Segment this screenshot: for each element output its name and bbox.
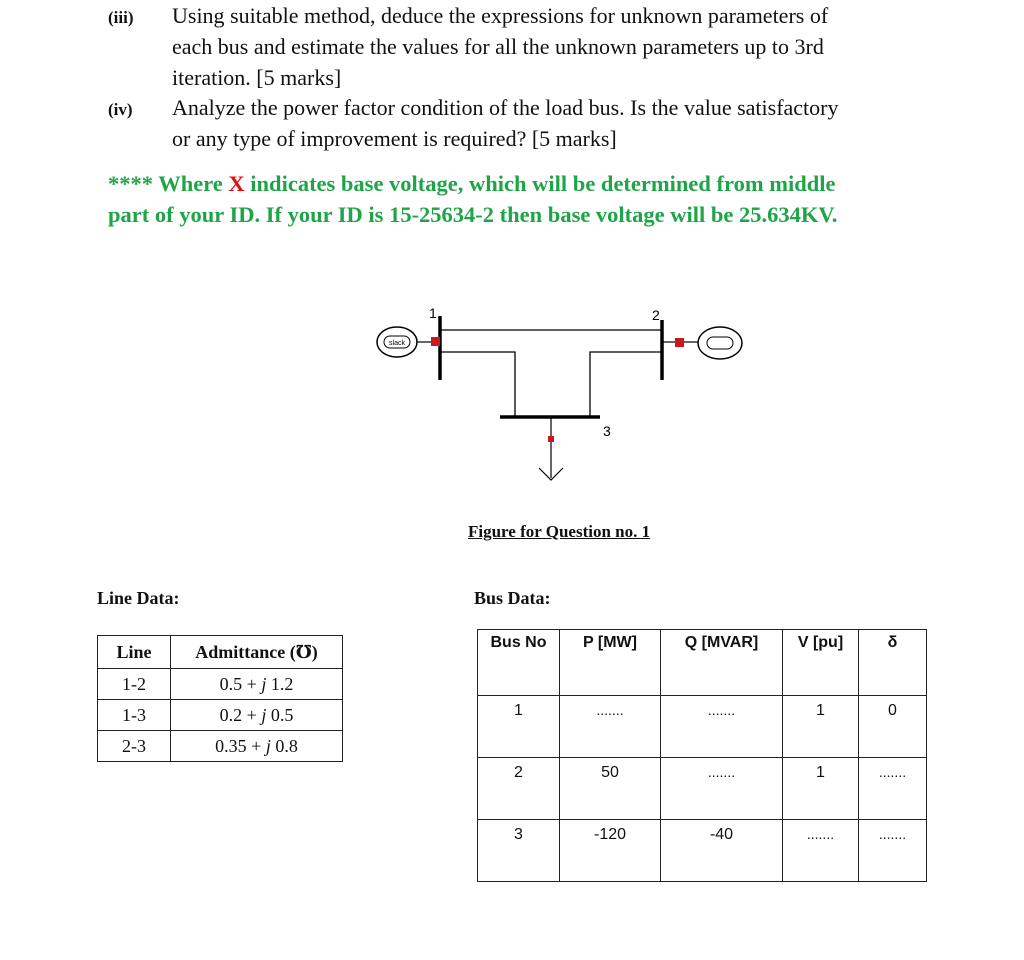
table-row: [98, 731, 343, 762]
bus-no-cell: 2: [478, 758, 560, 820]
admittance-cell: 0.2 + j 0.5: [171, 700, 343, 731]
question-iii-line-3: iteration. [5 marks]: [172, 65, 342, 90]
base-voltage-note: [108, 168, 950, 230]
table-row: [478, 820, 927, 882]
bus-3-label: 3: [603, 423, 611, 439]
q-cell: -40: [661, 820, 783, 882]
bus-3-breaker: [548, 436, 554, 442]
admittance-cell: 0.35 + j 0.8: [171, 731, 343, 762]
line-2-3: [590, 352, 662, 417]
bus-1-breaker: [431, 337, 440, 346]
slack-label: slack: [389, 340, 405, 347]
bus-no-cell: 1: [478, 696, 560, 758]
question-iv-line-2: or any type of improvement is required? [5 marks]: [172, 126, 617, 151]
delta-header: δ: [859, 630, 927, 696]
table-row: [98, 669, 343, 700]
note-prefix: **** Where: [108, 171, 229, 196]
bus-no-header: Bus No: [478, 630, 560, 696]
v-cell: 1: [783, 758, 859, 820]
load-arrow-icon: [539, 417, 563, 480]
note-line-2: part of your ID. If your ID is 15-25634-2 then base voltage will be 25.634KV.: [108, 202, 838, 227]
v-cell: .......: [783, 820, 859, 882]
table-row: [478, 696, 927, 758]
p-cell: -120: [560, 820, 661, 882]
line-cell: 1-2: [98, 669, 171, 700]
delta-cell: .......: [859, 820, 927, 882]
bus-no-cell: 3: [478, 820, 560, 882]
v-header: V [pu]: [783, 630, 859, 696]
p-header: P [MW]: [560, 630, 661, 696]
question-iv-number: (iv): [108, 100, 133, 119]
slack-generator-icon: [377, 327, 440, 357]
note-line-1: [108, 168, 950, 199]
bus-1-label: 1: [429, 305, 437, 321]
v-cell: 1: [783, 696, 859, 758]
question-iii-number: (iii): [108, 8, 134, 27]
line-1-3: [440, 352, 515, 417]
line-data-label: Line Data:: [97, 588, 180, 608]
q-header: Q [MVAR]: [661, 630, 783, 696]
delta-cell: 0: [859, 696, 927, 758]
note-line-1-rest: indicates base voltage, which will be determined from middle: [244, 171, 836, 196]
transmission-lines: [440, 330, 662, 417]
question-iii-text: [172, 0, 950, 93]
line-table-header-row: [98, 636, 343, 669]
table-row: [478, 758, 927, 820]
power-system-diagram: [360, 300, 760, 500]
q-cell: .......: [661, 696, 783, 758]
line-cell: 2-3: [98, 731, 171, 762]
bus-2-breaker: [675, 338, 684, 347]
q-cell: .......: [661, 758, 783, 820]
admittance-cell: 0.5 + j 1.2: [171, 669, 343, 700]
p-cell: 50: [560, 758, 661, 820]
p-cell: .......: [560, 696, 661, 758]
line-cell: 1-3: [98, 700, 171, 731]
figure-caption: Figure for Question no. 1: [468, 522, 651, 541]
generator-icon: [662, 327, 742, 359]
question-iv-line-1: Analyze the power factor condition of the load bus. Is the value satisfactory: [172, 95, 839, 120]
question-iv-text: [172, 92, 950, 154]
admittance-header: Admittance (℧): [171, 636, 343, 669]
table-row: [98, 700, 343, 731]
bus-2-label: 2: [652, 307, 660, 323]
note-x-letter: X: [228, 171, 245, 196]
line-header: Line: [98, 636, 171, 669]
bus-table-header-row: [478, 630, 927, 696]
line-data-table: [97, 635, 343, 762]
question-iii-line-2: each bus and estimate the values for all the unknown parameters up to 3rd: [172, 34, 824, 59]
delta-cell: .......: [859, 758, 927, 820]
bus-data-label: Bus Data:: [474, 588, 551, 608]
bus-data-table: [477, 629, 927, 882]
question-iii-line-1: Using suitable method, deduce the expressions for unknown parameters of: [172, 3, 829, 28]
